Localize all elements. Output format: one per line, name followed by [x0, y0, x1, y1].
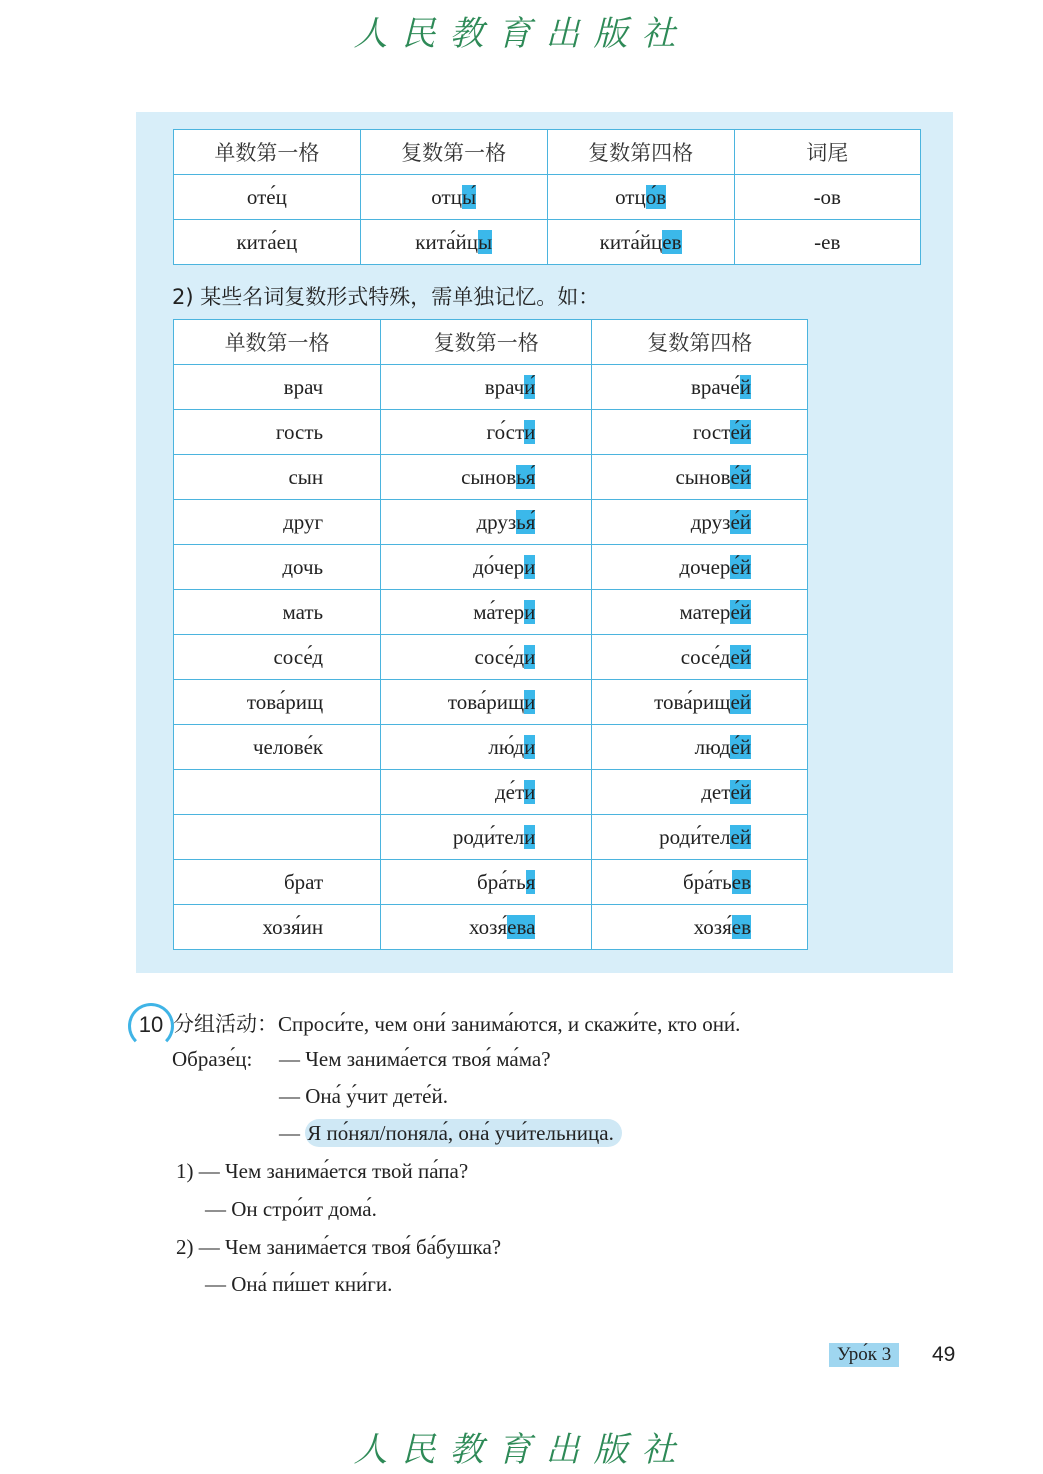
singular-nominative: гость [174, 410, 381, 455]
ending-highlight: и́ [524, 374, 536, 399]
table-row [174, 770, 808, 815]
singular-nominative: врач [174, 365, 381, 410]
singular-nominative [174, 770, 381, 815]
sample-label: Образе́ц: [172, 1047, 253, 1071]
plural-accusative: хозя́ев [592, 905, 808, 950]
ending-highlight: ья́ [516, 464, 536, 489]
irregular-plural-table [173, 319, 808, 950]
exercise-instruction: Спроси́те, чем они́ занима́ются, и скажи́те, кто они́. [278, 1012, 741, 1036]
header-cell: 复数第四格 [592, 320, 808, 365]
sample-answer-dash: — [279, 1121, 300, 1145]
exercise-title [173, 1008, 740, 1038]
plural-accusative: роди́телей [592, 815, 808, 860]
ending-highlight: и [524, 734, 536, 759]
ending-highlight: ев [731, 914, 751, 939]
singular-nominative: оте́ц [174, 175, 361, 220]
sample-answer-highlight: Я по́нял/поняла́, она́ учи́тельница. [305, 1119, 622, 1147]
header-cell: 复数第四格 [547, 130, 734, 175]
plural-nominative: кита́йцы [360, 220, 547, 265]
table-row [174, 545, 808, 590]
ending-highlight: и [524, 419, 536, 444]
item-2-answer: — Она́ пи́шет кни́ги. [205, 1272, 393, 1296]
singular-nominative: дочь [174, 545, 381, 590]
ending-highlight: е́й [730, 509, 751, 534]
publisher-logo-bottom: 人民教育出版社 [353, 1430, 690, 1470]
ending-highlight: е́й [730, 779, 751, 804]
singular-nominative: мать [174, 590, 381, 635]
item-1-question: 1) — Чем занима́ется твой па́па? [176, 1159, 469, 1183]
plural-accusative: госте́й [592, 410, 808, 455]
table-row [174, 905, 808, 950]
plural-nominative: до́чери [381, 545, 592, 590]
singular-nominative: брат [174, 860, 381, 905]
plural-nominative: хозя́ева [381, 905, 592, 950]
ending-highlight: и [524, 644, 536, 669]
singular-nominative: друг [174, 500, 381, 545]
table-row [174, 410, 808, 455]
table-row [174, 455, 808, 500]
item-2-question: 2) — Чем занима́ется твоя́ ба́бушка? [176, 1235, 502, 1259]
table-row [174, 365, 808, 410]
header-cell: 单数第一格 [174, 130, 361, 175]
page-number: 49 [932, 1343, 956, 1366]
ending-highlight: е́й [730, 734, 751, 759]
plural-nominative: това́рищи [381, 680, 592, 725]
table-row [174, 860, 808, 905]
ending-highlight: й [739, 374, 751, 399]
plural-nominative: сыновья́ [381, 455, 592, 500]
ending-highlight: я [525, 869, 536, 894]
plural-nominative: роди́тели [381, 815, 592, 860]
ending-highlight: и [524, 824, 536, 849]
plural-accusative: кита́йцев [547, 220, 734, 265]
plural-nominative: бра́тья [381, 860, 592, 905]
ending-highlight: ев [731, 869, 751, 894]
singular-nominative: сын [174, 455, 381, 500]
ending-highlight: ы [477, 229, 493, 254]
plural-accusative: дете́й [592, 770, 808, 815]
plural-accusative: люде́й [592, 725, 808, 770]
plural-accusative: враче́й [592, 365, 808, 410]
plural-nominative: ма́тери [381, 590, 592, 635]
plural-nominative: де́ти [381, 770, 592, 815]
header-cell: 复数第一格 [360, 130, 547, 175]
table-row [174, 220, 921, 265]
plural-accusative: дочере́й [592, 545, 808, 590]
ending-highlight: е́й [730, 419, 751, 444]
table-row [174, 590, 808, 635]
irregular-plural-note: 2) 某些名词复数形式特殊，需单独记忆。如： [172, 285, 600, 309]
ending-highlight: ей [730, 824, 751, 849]
ending-highlight: ей [730, 644, 751, 669]
plural-accusative: това́рищей [592, 680, 808, 725]
table-header-row [174, 320, 808, 365]
sample-answer [279, 1121, 622, 1146]
singular-nominative: кита́ец [174, 220, 361, 265]
item-1-answer: — Он стро́ит дома́. [205, 1197, 377, 1221]
plural-nominative: лю́ди [381, 725, 592, 770]
ending-highlight: ева [507, 914, 536, 939]
plural-nominative: друзья́ [381, 500, 592, 545]
plural-accusative: сосе́дей [592, 635, 808, 680]
ending-highlight: е́й [730, 464, 751, 489]
ending-cell: -ов [734, 175, 920, 220]
ending-highlight: ей [730, 689, 751, 714]
plural-ending-table [173, 129, 921, 265]
header-cell: 词尾 [734, 130, 920, 175]
publisher-logo-top: 人民教育出版社 [353, 14, 690, 54]
plural-accusative: отцо́в [547, 175, 734, 220]
singular-nominative [174, 815, 381, 860]
table-header-row [174, 130, 921, 175]
plural-accusative: бра́тьев [592, 860, 808, 905]
table-row [174, 815, 808, 860]
exercise-number-badge: 10 [128, 1003, 174, 1049]
header-cell: 单数第一格 [174, 320, 381, 365]
table-row [174, 680, 808, 725]
exercise-label: 分组活动： [173, 1012, 278, 1036]
singular-nominative: сосе́д [174, 635, 381, 680]
table-row [174, 175, 921, 220]
ending-highlight: е́й [730, 554, 751, 579]
table-row [174, 725, 808, 770]
plural-nominative: сосе́ди [381, 635, 592, 680]
plural-nominative: го́сти [381, 410, 592, 455]
ending-highlight: ев [662, 229, 682, 254]
ending-highlight: ы́ [461, 184, 477, 209]
ending-highlight: е́й [730, 599, 751, 624]
ending-highlight: ья́ [516, 509, 536, 534]
plural-accusative: друзе́й [592, 500, 808, 545]
plural-accusative: матере́й [592, 590, 808, 635]
singular-nominative: това́рищ [174, 680, 381, 725]
plural-nominative: врачи́ [381, 365, 592, 410]
ending-highlight: и [524, 779, 536, 804]
plural-nominative: отцы́ [360, 175, 547, 220]
sample-reply: — Она́ у́чит дете́й. [279, 1084, 448, 1108]
lesson-label: Уро́к 3 [829, 1343, 899, 1367]
table-row [174, 635, 808, 680]
table-row [174, 500, 808, 545]
ending-highlight: и [524, 554, 536, 579]
ending-cell: -ев [734, 220, 920, 265]
ending-highlight: и [524, 689, 536, 714]
singular-nominative: хозя́ин [174, 905, 381, 950]
header-cell: 复数第一格 [381, 320, 592, 365]
singular-nominative: челове́к [174, 725, 381, 770]
ending-highlight: о́в [645, 184, 667, 209]
plural-accusative: сынове́й [592, 455, 808, 500]
ending-highlight: и [524, 599, 536, 624]
sample-question: — Чем занима́ется твоя́ ма́ма? [279, 1047, 551, 1071]
